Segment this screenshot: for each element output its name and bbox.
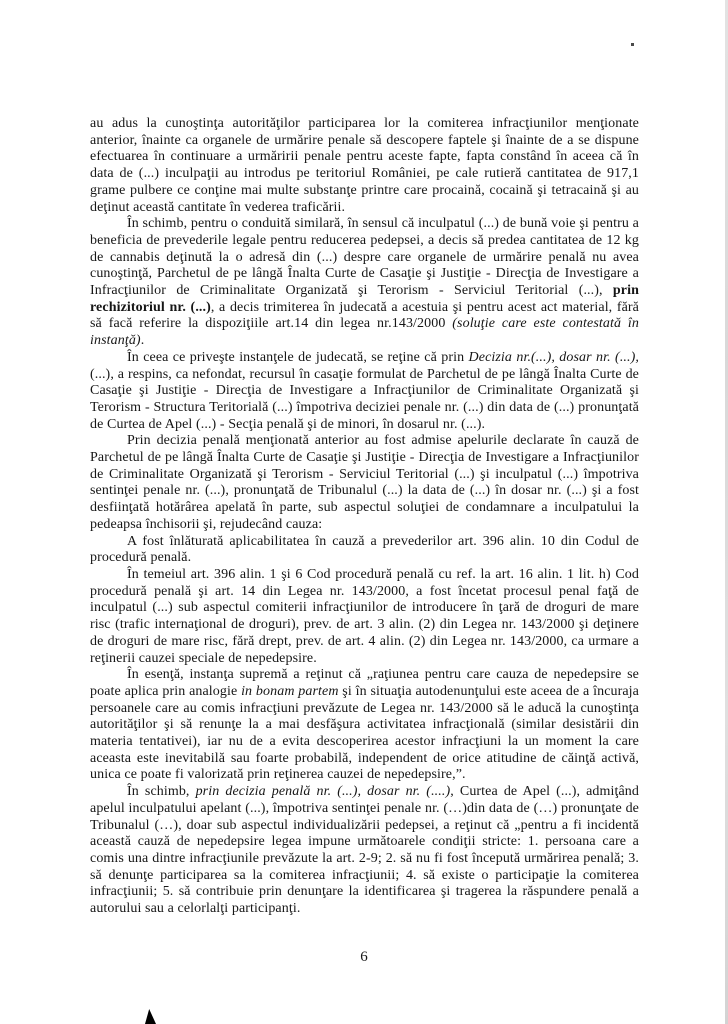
text-run: În schimb, pentru o conduită similară, în sensul că inculpatul (...) de bună voie şi pentru a beneficia de prevederile legale pentru reducerea pedepsei, a decis să predea cantitatea de 12 kg de cannabis deţinută la o adresă din (...) despre care organele de urmărire penală nu avea cunoştinţă, Parchetul de pe lângă Înalta Curte de Casaţie şi Justiţie - Direcţia de Investigare a Infracţiunilor de Criminalitate Organizată şi Terorism - Serviciul Teritorial (...), — [90, 216, 639, 299]
text-run: Decizia nr.(...), dosar nr. (...), — [468, 349, 639, 365]
text-run: (soluţie care este contestată în instanţă) — [90, 316, 639, 349]
text-run: şi în situaţia autodenunţului este aceea de a încuraja persoanele care au comis infracţiuni prevăzute de Legea nr. 143/2000 să le aducă la cunoştinţa autorităţilor şi să renunţe la a mai desfăşura activitatea infracţională (similar desistării din materia tentativei), iar nu de a evita descoperirea acestor infracţiuni la un moment la care aceasta este inevitabilă sau foarte probabilă, independent de orice atitudine de căinţă activă, unica ce poate fi valorizată prin reţinerea cauzei de nepedepsire,”. — [90, 683, 639, 783]
document-body — [90, 116, 639, 918]
ink-dot-artifact — [631, 43, 634, 46]
page-number: 6 — [360, 949, 368, 965]
text-run: , Curtea de Apel (...), admiţând apelul inculpatului apelant (...), împotriva sentinţei penale nr. (…)din data de (…) pronunţate de Tribunalul (…), doar sub aspectul individualizării pedepsei, a reţinut că „pentru a fi incidentă această cauză de nepedepsire legea impune următoarele condiţii stricte: 1. persoana care a comis una dintre infracţiunile prevăzute la art. 2-9; 2. să nu fi fost începută urmărirea penală; 3. să denunţe participarea sa la comiterea infracţiunii; 4. să existe o participaţie la comiterea infracţiunii; 5. să contribuie prin denunţare la identificarea şi tragerea la răspundere penală a autorului sau a celorlalţi participanţi. — [90, 784, 640, 917]
text-run: Prin decizia penală menţionată anterior au fost admise apelurile declarate în cauză de Parchetul de pe lângă Înalta Curte de Casaţie şi Justiţie - Direcţia de Investigare a Infracţiunilor de Criminalitate Organizată şi Terorism - Serviciul Teritorial (...) şi inculpatul (...) împotriva sentinţei penale nr. (...), pronunţată de Tribunalul (...) la data de (...) în dosar nr. (...) şi a fost desfiinţată hotărârea apelată în parte, sub aspectul soluţiei de condamnare a inculpatului la pedeapsa închisorii şi, rejudecând cauza: — [90, 433, 639, 532]
text-run: , a decis trimiterea în judecată a acestuia şi pentru acest act material, fără să facă referire la dispoziţiile art.14 din legea nr.143/2000 — [90, 299, 639, 332]
paragraph — [90, 116, 639, 216]
text-run: prin rechizitoriul nr. (...) — [90, 283, 639, 315]
scan-corner-mark — [145, 1009, 156, 1024]
text-run: in bonam partem — [241, 683, 339, 699]
paragraph — [90, 534, 639, 567]
text-run: (...), a respins, ca nefondat, recursul în casaţie formulat de Parchetul de pe lângă Înalta Curte de Casaţie şi Justiţie - Direcţia de Investigare a Infracţiunilor de Criminalitate Organizată şi Terorism - Structura Teritorială (...) împotriva deciziei penale nr. (...) din data de (...) pronunţată de Curtea de Apel (...) - Secţia penală şi de minori, în dosarul nr. (...). — [90, 366, 639, 432]
text-run: În ceea ce priveşte instanţele de judecată, se reţine că prin — [127, 349, 469, 365]
paragraph — [90, 567, 639, 667]
paragraph — [90, 784, 639, 918]
text-run: A fost înlăturată aplicabilitatea în cauză a prevederilor art. 396 alin. 10 din Codul de procedură penală. — [90, 533, 639, 566]
paragraph — [90, 667, 639, 784]
text-run: În esenţă, instanţa supremă a reţinut că „raţiunea pentru care cauza de nepedepsire se poate aplica prin analogie — [90, 667, 639, 699]
paragraph — [90, 216, 639, 350]
text-run: . — [140, 333, 145, 349]
text-run: În temeiul art. 396 alin. 1 şi 6 Cod procedură penală cu ref. la art. 16 alin. 1 lit. h) Cod procedură penală şi art. 14 din Legea nr. 143/2000, a fost încetat procesul penal faţă de inculpatul (...) sub aspectul comiterii infracţiunilor de introducere în ţară de droguri de mare risc (trafic internaţional de droguri), prev. de art. 3 alin. (2) din Legea nr. 143/2000 şi deţinere de droguri de mare risc, fără drept, prev. de art. 4 alin. (2) din Legea nr. 143/2000, ca urmare a reţinerii cauzei speciale de nepedepsire. — [90, 566, 639, 666]
paragraph — [90, 350, 639, 434]
text-run: prin decizia penală nr. (...), dosar nr. (....) — [195, 784, 451, 800]
text-run: În schimb, — [127, 784, 196, 800]
paragraph — [90, 433, 639, 533]
text-run: au adus la cunoştinţa autorităţilor participarea lor la comiterea infracţiunilor menţionate anterior, înainte ca organele de urmărire penale să descopere faptele şi înainte de a se dispune efectuarea în continuare a urmăririi penale pentru aceste fapte, fapta constând în aceea că în data de (...) inculpaţii au introdus pe teritoriul României, pe cale rutieră cantitatea de 917,1 grame pulbere ce conţine mai multe substanţe printre care procaină, cocaină şi tetracaină şi au deţinut această cantitate în vederea traficării. — [90, 116, 639, 215]
